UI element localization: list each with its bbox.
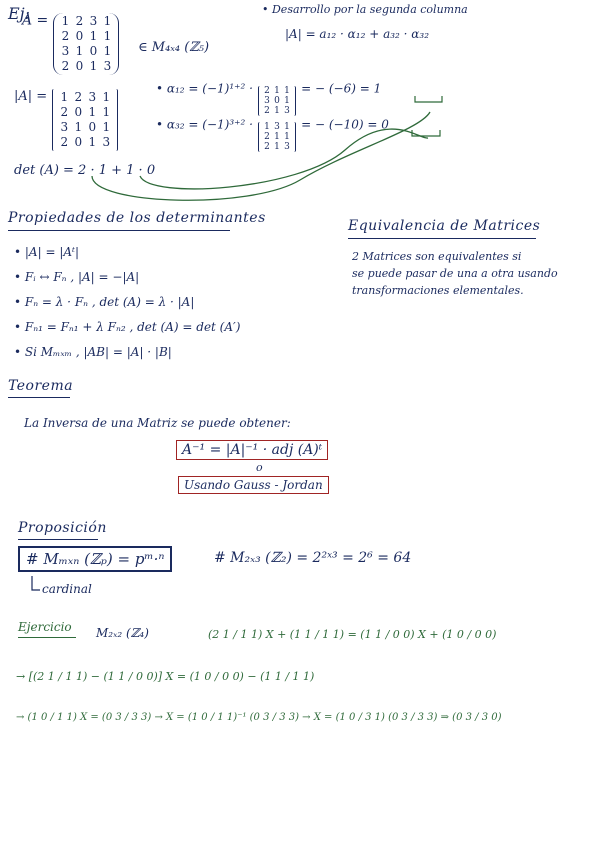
equivalence-line: se puede pasar de una a otra usando xyxy=(352,267,558,280)
det-matrix-cell: 3 xyxy=(102,135,111,149)
det-matrix-cell: 1 xyxy=(88,135,97,149)
minor-cell: 1 xyxy=(274,142,280,152)
minor-cell: 3 xyxy=(264,96,270,106)
matrix-cell: 1 xyxy=(89,59,98,73)
matrix-cell: 1 xyxy=(103,44,112,58)
equivalence-title: Equivalencia de Matrices xyxy=(348,218,541,234)
det-matrix-cell: 1 xyxy=(102,105,111,119)
cofactor-12 xyxy=(156,78,381,116)
properties-underline xyxy=(8,230,230,231)
matrix-cell: 3 xyxy=(61,44,70,58)
properties-list xyxy=(14,240,240,365)
properties-title: Propiedades de los determinantes xyxy=(8,210,266,226)
property-item: • Fₙ₁ = Fₙ₁ + λ Fₙ₂ , det (A) = det (A′) xyxy=(14,320,241,334)
gauss-jordan-method: Usando Gauss - Jordan xyxy=(178,476,329,494)
matrix-cell: 3 xyxy=(103,59,112,73)
equivalence-underline xyxy=(348,238,536,239)
minor-cell: 1 xyxy=(284,86,290,96)
cofactor-32-lhs: • α₃₂ = (−1)³⁺² · xyxy=(156,117,253,132)
bracket-result-2 xyxy=(412,130,440,136)
det-expression xyxy=(14,86,118,151)
minor-cell: 3 xyxy=(284,142,290,152)
matrix-cell: 2 xyxy=(75,14,84,28)
cofactor-12-lhs: • α₁₂ = (−1)¹⁺² · xyxy=(156,81,253,96)
exercise-line-2: → [(2 1 / 1 1) − (1 1 / 0 0)] X = (1 0 / 0 0) − (1 1 / 1 1) xyxy=(16,670,315,683)
det-matrix-cell: 2 xyxy=(60,135,69,149)
det-matrix-cell: 0 xyxy=(74,105,83,119)
matrix-cell: 2 xyxy=(61,29,70,43)
minor-cell: 2 xyxy=(264,86,270,96)
matrix-a xyxy=(53,13,119,75)
exercise-line-3: → (1 0 / 1 1) X = (0 3 / 3 3) → X = (1 0 / 1 1)⁻¹ (0 3 / 3 3) → X = (1 0 / 3 1) (0 3 / 3 3) ⇒ (0 3 / 3 0) xyxy=(16,712,502,723)
proposition-title: Proposición xyxy=(18,520,107,536)
det-matrix-cell: 1 xyxy=(60,90,69,104)
minor-cell: 3 xyxy=(284,106,290,116)
minor-cell: 1 xyxy=(284,132,290,142)
cofactor-12-rhs: = − (−6) = 1 xyxy=(301,81,382,96)
inverse-formula: A⁻¹ = |A|⁻¹ · adj (A)ᵗ xyxy=(176,440,328,460)
matrix-set: ∈ M₄ₓ₄ (ℤ₅) xyxy=(138,40,210,55)
minor-cell: 2 xyxy=(264,132,270,142)
det-lhs: |A| = xyxy=(14,89,48,104)
det-matrix-cell: 3 xyxy=(60,120,69,134)
exercise-title: Ejercicio xyxy=(18,620,72,634)
det-matrix xyxy=(52,89,118,151)
det-matrix-cell: 1 xyxy=(74,120,83,134)
cofactor-32-minor xyxy=(258,122,296,152)
theorem-text: La Inversa de una Matriz se puede obtener: xyxy=(24,416,291,430)
equivalence-line: transformaciones elementales. xyxy=(352,284,524,297)
matrix-cell: 1 xyxy=(61,14,70,28)
theorem-or: o xyxy=(256,461,263,474)
det-matrix-cell: 3 xyxy=(88,90,97,104)
expansion-note: • Desarrollo por la segunda columna xyxy=(262,3,468,16)
minor-cell: 1 xyxy=(274,86,280,96)
matrix-cell: 1 xyxy=(89,29,98,43)
cardinal-example: # M₂ₓ₃ (ℤ₂) = 2²ˣ³ = 2⁶ = 64 xyxy=(214,550,412,566)
minor-cell: 1 xyxy=(284,122,290,132)
matrix-definition xyxy=(22,10,119,75)
theorem-underline xyxy=(8,397,70,398)
bracket-result-1 xyxy=(415,96,442,102)
matrix-cell: 0 xyxy=(75,59,84,73)
proposition-underline xyxy=(18,539,98,540)
cardinal-formula: # Mₘₓₙ (ℤₚ) = pᵐ·ⁿ xyxy=(18,546,172,572)
matrix-cell: 1 xyxy=(75,44,84,58)
property-item: • Si Mₘₓₘ , |AB| = |A| · |B| xyxy=(14,345,172,359)
expansion-formula: |A| = a₁₂ · α₁₂ + a₃₂ · α₃₂ xyxy=(285,27,430,41)
matrix-cell: 1 xyxy=(103,14,112,28)
minor-cell: 0 xyxy=(274,96,280,106)
cardinal-note: cardinal xyxy=(42,582,92,596)
cofactor-32 xyxy=(156,114,389,152)
minor-cell: 1 xyxy=(264,122,270,132)
det-matrix-cell: 2 xyxy=(74,90,83,104)
det-matrix-cell: 0 xyxy=(74,135,83,149)
equivalence-text xyxy=(352,248,558,299)
equivalence-line: 2 Matrices son equivalentes si xyxy=(352,250,522,263)
matrix-cell: 1 xyxy=(103,29,112,43)
theorem-title: Teorema xyxy=(8,378,74,394)
property-item: • |A| = |Aᵗ| xyxy=(14,245,80,259)
det-matrix-cell: 1 xyxy=(102,120,111,134)
det-matrix-cell: 0 xyxy=(88,120,97,134)
minor-cell: 1 xyxy=(274,132,280,142)
matrix-cell: 0 xyxy=(89,44,98,58)
minor-cell: 2 xyxy=(264,106,270,116)
minor-cell: 1 xyxy=(274,106,280,116)
det-matrix-cell: 2 xyxy=(60,105,69,119)
minor-cell: 3 xyxy=(274,122,280,132)
matrix-cell: 2 xyxy=(61,59,70,73)
minor-cell: 2 xyxy=(264,142,270,152)
cofactor-32-rhs: = − (−10) = 0 xyxy=(301,117,389,132)
exercise-line-1: (2 1 / 1 1) X + (1 1 / 1 1) = (1 1 / 0 0) X + (1 0 / 0 0) xyxy=(208,628,497,641)
matrix-cell: 3 xyxy=(89,14,98,28)
matrix-name: A = xyxy=(22,12,49,29)
cofactor-12-minor xyxy=(258,86,296,116)
example-label: Ej: xyxy=(8,4,31,23)
det-matrix-cell: 1 xyxy=(102,90,111,104)
exercise-set: M₂ₓ₂ (ℤ₄) xyxy=(96,626,149,640)
property-item: • Fₙ = λ · Fₙ , det (A) = λ · |A| xyxy=(14,295,195,309)
det-matrix-cell: 1 xyxy=(88,105,97,119)
minor-cell: 1 xyxy=(284,96,290,106)
exercise-underline xyxy=(18,637,76,638)
det-result: det (A) = 2 · 1 + 1 · 0 xyxy=(14,163,156,178)
property-item: • Fᵢ ↔ Fₙ , |A| = −|A| xyxy=(14,270,140,284)
matrix-cell: 0 xyxy=(75,29,84,43)
